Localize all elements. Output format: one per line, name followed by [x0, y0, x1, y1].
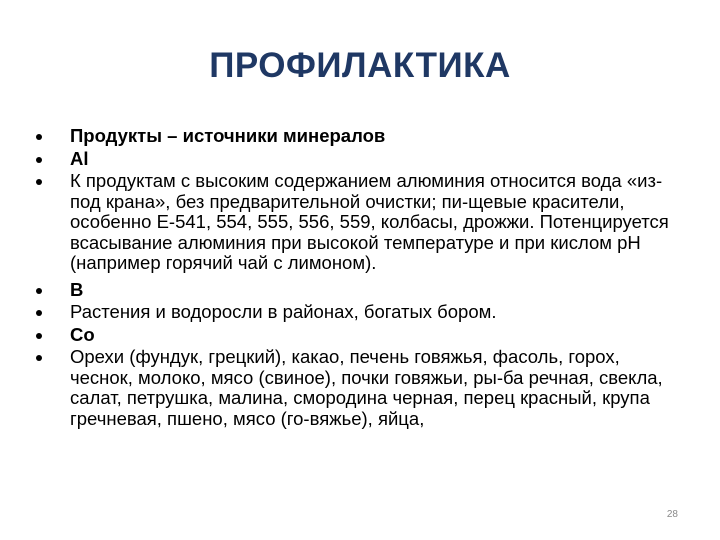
bullet-item — [36, 280, 686, 301]
bullet-text: Растения и водоросли в районах, богатых бором. — [70, 301, 497, 322]
bullet-text: К продуктам с высоким содержанием алюминия относится вода «из-под крана», без предварительной очистки; пи-щевые красители, особенно Е-541, 554, 555, 556, 559, колбасы, дрожжи. Потенцируется всасывание алюминия при высокой температуре и при кислом рН (например горячий чай с лимоном). — [70, 170, 669, 273]
bullet-dot-icon — [36, 355, 42, 361]
bullet-text: Со — [70, 323, 95, 345]
bullet-item — [36, 302, 686, 323]
bullet-dot-icon — [36, 179, 42, 185]
bullet-dot-icon — [36, 310, 42, 316]
bullet-dot-icon — [36, 157, 42, 163]
bullet-item — [36, 347, 686, 429]
slide-title: ПРОФИЛАКТИКА — [209, 46, 511, 85]
page-number: 28 — [666, 509, 678, 520]
bullet-dot-icon — [36, 288, 42, 294]
bullet-item — [36, 171, 686, 274]
bullet-item — [36, 126, 686, 147]
bullet-text: В — [70, 278, 84, 300]
bullet-text: Орехи (фундук, грецкий), какао, печень говяжья, фасоль, горох, чеснок, молоко, мясо (свиное), почки говяжьи, ры-ба речная, свекла, салат, петрушка, малина, смородина черная, перец красный, крупа гречневая, пшено, мясо (го-вяжье), яйца, — [70, 346, 663, 429]
bullet-list — [36, 126, 686, 431]
bullet-text: Продукты – источники минералов — [70, 125, 386, 146]
bullet-item — [36, 325, 686, 346]
bullet-dot-icon — [36, 134, 42, 140]
bullet-dot-icon — [36, 333, 42, 339]
bullet-text: Al — [70, 147, 89, 169]
bullet-item — [36, 149, 686, 170]
